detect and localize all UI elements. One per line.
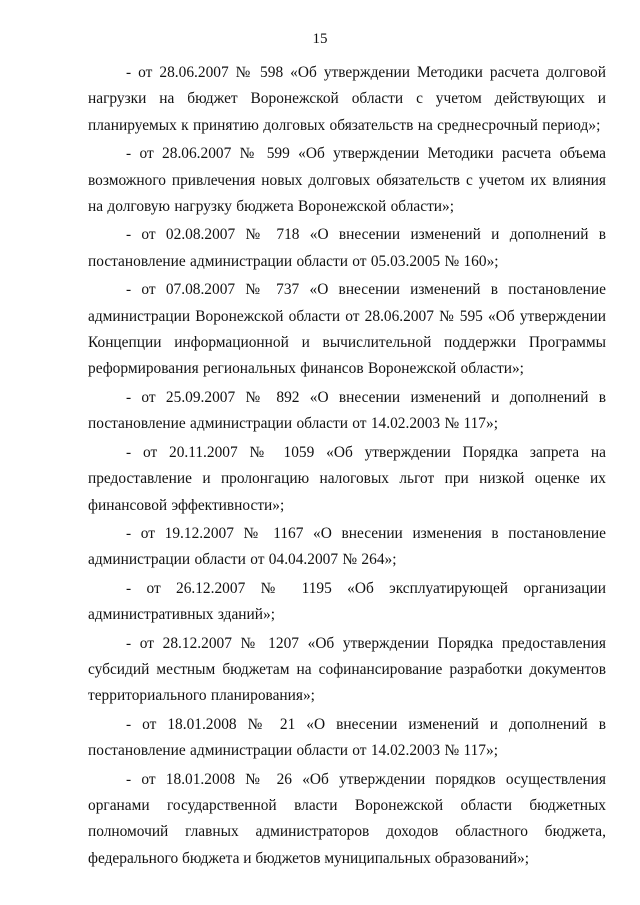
list-item: - от 18.01.2008 № 21 «О внесении изменений и дополнений в постановление администрации области от 14.02.2003 № 117»; bbox=[88, 715, 606, 760]
document-body bbox=[88, 60, 606, 874]
list-item: - от 19.12.2007 № 1167 «О внесении изменения в постановление администрации области от 04.04.2007 № 264»; bbox=[88, 524, 606, 569]
list-item: - от 07.08.2007 № 737 «О внесении изменений в постановление администрации Воронежской области от 28.06.2007 № 595 «Об утверждении Концепции информационной и вычислительной поддержки Программы реформирования региональных финансов Воронежской области»; bbox=[88, 281, 606, 378]
list-item: - от 28.06.2007 № 599 «Об утверждении Методики расчета объема возможного привлечения новых долговых обязательств с учетом их влияния на долговую нагрузку бюджета Воронежской области»; bbox=[88, 145, 606, 216]
list-item: - от 18.01.2008 № 26 «Об утверждении порядков осуществления органами государственной власти Воронежской области бюджетных полномочий главных администраторов доходов областного бюджета, федерального бюджета и бюджетов муниципальных образований»; bbox=[88, 770, 606, 867]
page-number: 15 bbox=[312, 31, 328, 47]
list-item: - от 02.08.2007 № 718 «О внесении изменений и дополнений в постановление администрации области от 05.03.2005 № 160»; bbox=[88, 226, 606, 270]
list-item: - от 25.09.2007 № 892 «О внесении изменений и дополнений в постановление администрации области от 14.02.2003 № 117»; bbox=[88, 388, 606, 433]
list-item: - от 26.12.2007 № 1195 «Об эксплуатирующей организации административных зданий»; bbox=[88, 579, 606, 624]
list-item: - от 28.12.2007 № 1207 «Об утверждении Порядка предоставления субсидий местным бюджетам на софинансирование разработки документов территориального планирования»; bbox=[88, 634, 606, 705]
list-item: - от 20.11.2007 № 1059 «Об утверждении Порядка запрета на предоставление и пролонгацию налоговых льгот при низкой оценке их финансовой эффективности»; bbox=[88, 443, 606, 514]
list-item: - от 28.06.2007 № 598 «Об утверждении Методики расчета долговой нагрузки на бюджет Воронежской области с учетом действующих и планируемых к принятию долговых обязательств на среднесрочный период»; bbox=[88, 64, 606, 134]
